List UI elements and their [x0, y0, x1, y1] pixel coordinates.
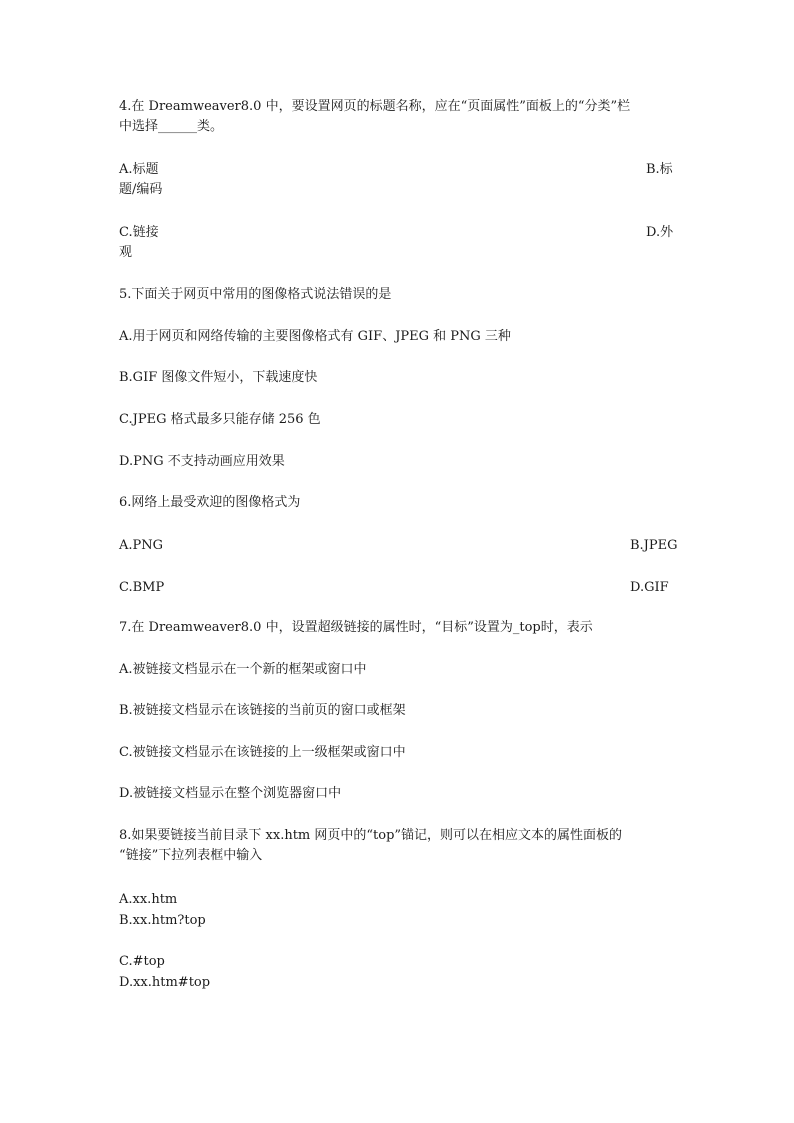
question-8-option-d: D.xx.htm#top — [119, 975, 211, 990]
question-7-option-d: D.被链接文档显示在整个浏览器窗口中 — [119, 786, 342, 801]
question-7-option-b: B.被链接文档显示在该链接的当前页的窗口或框架 — [119, 703, 406, 718]
question-8-stem-line-1: 8.如果要链接当前目录下 xx.htm 网页中的“top”锚记，则可以在相应文本的属性面板的 — [119, 828, 623, 843]
question-4-option-b-part-1: B.标 — [646, 162, 673, 177]
question-4-option-d-part-2: 观 — [119, 245, 133, 260]
question-5-stem: 5.下面关于网页中常用的图像格式说法错误的是 — [119, 287, 392, 302]
question-5-option-b: B.GIF 图像文件短小，下载速度快 — [119, 370, 318, 385]
question-4-stem-line-2: 中选择______类。 — [119, 119, 224, 134]
question-8-stem-line-2: “链接”下拉列表框中输入 — [119, 848, 263, 863]
question-4-option-a: A.标题 — [119, 162, 159, 177]
question-5-option-a: A.用于网页和网络传输的主要图像格式有 GIF、JPEG 和 PNG 三种 — [119, 329, 511, 344]
question-7-option-a: A.被链接文档显示在一个新的框架或窗口中 — [119, 662, 367, 677]
question-4-option-d-part-1: D.外 — [646, 225, 674, 240]
question-4-option-b-part-2: 题/编码 — [119, 182, 163, 197]
question-6-option-d: D.GIF — [630, 580, 669, 595]
question-8-option-a: A.xx.htm — [119, 892, 178, 907]
question-6-option-b: B.JPEG — [630, 538, 678, 553]
question-7-stem: 7.在 Dreamweaver8.0 中，设置超级链接的属性时，“目标”设置为_top时，表示 — [119, 620, 593, 635]
question-7-option-c: C.被链接文档显示在该链接的上一级框架或窗口中 — [119, 745, 406, 760]
question-4-stem-line-1: 4.在 Dreamweaver8.0 中，要设置网页的标题名称，应在“页面属性”面板上的“分类”栏 — [119, 99, 631, 114]
question-6-option-c: C.BMP — [119, 580, 165, 595]
question-5-option-c: C.JPEG 格式最多只能存储 256 色 — [119, 412, 321, 427]
question-8-option-b: B.xx.htm?top — [119, 913, 206, 928]
question-4-option-c: C.链接 — [119, 225, 159, 240]
question-6-option-a: A.PNG — [119, 538, 164, 553]
question-8-option-c: C.#top — [119, 954, 165, 969]
question-6-stem: 6.网络上最受欢迎的图像格式为 — [119, 495, 301, 510]
question-5-option-d: D.PNG 不支持动画应用效果 — [119, 454, 285, 469]
